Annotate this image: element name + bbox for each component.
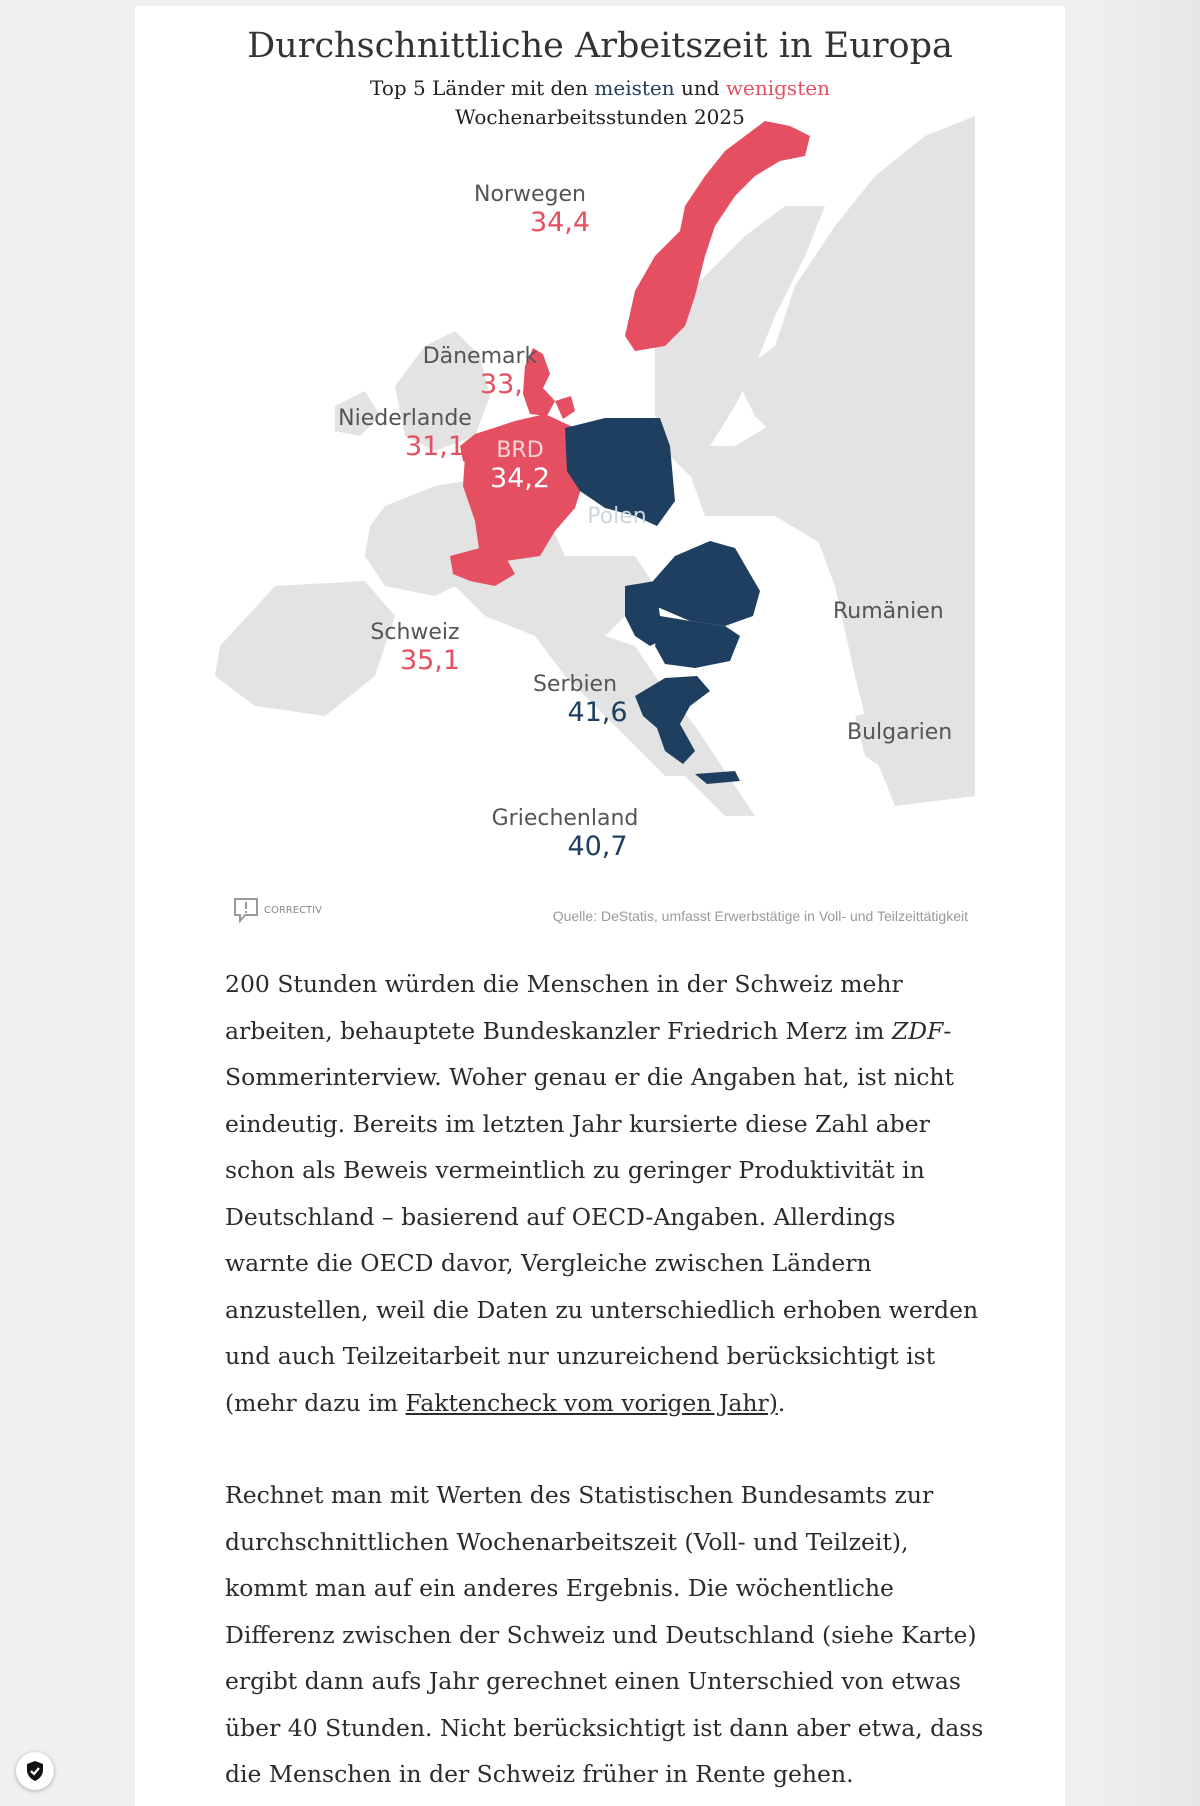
subtitle-most: meisten xyxy=(594,76,675,100)
subtitle-line-2: Wochenarbeitsstunden 2025 xyxy=(455,105,745,129)
paragraph-1-text-c: . xyxy=(777,1388,786,1417)
label-niederlande xyxy=(325,406,485,462)
country-romania xyxy=(653,541,760,626)
paragraph-2: Rechnet man mit Werten des Statistischen Bundesamts zur durchschnittlichen Wochenarbeitszeit (Voll- und Teilzeit), kommt man auf ein anderes Ergebnis. Die wöchentliche Differenz zwischen der Schweiz und Deutschland (siehe Karte) ergibt dann aufs Jahr gerechnet einen Unterschied von etwas über 40 Stunden. Nicht berücksichtigt ist dann aber etwa, dass die Menschen in der Schweiz früher in Rente gehen. xyxy=(225,1481,984,1788)
label-norwegen xyxy=(450,182,610,238)
label-rumaenien-value: 39,9 xyxy=(769,647,830,678)
paragraph-1-text-b: -Sommerinterview. Woher genau er die Angaben hat, ist nicht eindeutig. Bereits im letzten Jahr kursierte diese Zahl aber schon als Beweis vermeintlich zu geringer Produktivität in Deutschland – basierend auf OECD-Angaben. Allerdings warnte die OECD davor, Vergleiche zwischen Ländern anzustellen, weil die Daten zu unterschiedlich erhoben werden und auch Teilzeitarbeit nur unzureichend berücksichtigt ist (mehr dazu im xyxy=(225,1016,979,1417)
right-edge-shade xyxy=(1090,0,1200,1806)
country-value: 34,2 xyxy=(489,463,551,495)
shield-check-icon xyxy=(23,1759,47,1783)
zdf-emphasis: ZDF xyxy=(891,1016,944,1045)
figure-title: Durchschnittliche Arbeitszeit in Europa xyxy=(247,26,953,66)
subtitle-text-2: und xyxy=(674,76,726,100)
map-infographic xyxy=(135,6,1065,936)
paragraph-1 xyxy=(225,961,985,1426)
label-rumaenien-name: Rumänien xyxy=(833,599,944,624)
subtitle-text-1: Top 5 Länder mit den xyxy=(370,76,595,100)
correctiv-logo-icon xyxy=(232,896,260,924)
label-daenemark xyxy=(400,344,560,400)
logo-text: CORRECTIV xyxy=(264,904,322,916)
country-name: Dänemark xyxy=(422,344,538,369)
article-body xyxy=(225,961,985,1798)
correctiv-logo xyxy=(232,896,322,924)
country-name: Niederlande xyxy=(338,406,472,431)
country-value: 33,2 xyxy=(479,369,541,401)
country-value: 39,8 xyxy=(586,529,648,561)
label-griechenland xyxy=(470,806,660,862)
paragraph-1-text-a: 200 Stunden würden die Menschen in der Schweiz mehr arbeiten, behauptete Bundeskanzler Friedrich Merz im xyxy=(225,970,903,1045)
country-name: Schweiz xyxy=(370,620,460,645)
country-name: Polen xyxy=(587,504,647,529)
label-brd xyxy=(470,438,570,494)
label-bulgarien-value: 39,8 xyxy=(769,714,830,745)
country-value: 41,6 xyxy=(567,697,628,729)
country-name: Norwegen xyxy=(474,182,586,207)
figure-source: Quelle: DeStatis, umfasst Erwerbstätige in Voll- und Teilzeittätigkeit xyxy=(552,908,968,924)
label-polen xyxy=(567,504,667,560)
country-value: 40,7 xyxy=(567,831,628,863)
subtitle-least: wenigsten xyxy=(725,76,830,100)
country-value: 35,1 xyxy=(399,645,461,677)
country-value: 34,4 xyxy=(529,207,591,239)
country-value: 31,1 xyxy=(404,431,466,463)
country-name: BRD xyxy=(496,438,544,463)
faktencheck-link[interactable]: Faktencheck vom vorigen Jahr) xyxy=(405,1388,778,1417)
country-name: Serbien xyxy=(532,672,618,697)
label-serbien xyxy=(510,672,640,728)
label-schweiz xyxy=(350,620,480,676)
shield-button[interactable] xyxy=(16,1752,54,1790)
country-name: Griechenland xyxy=(491,806,639,831)
label-bulgarien-name: Bulgarien xyxy=(847,720,953,745)
article-column xyxy=(135,6,1065,1806)
